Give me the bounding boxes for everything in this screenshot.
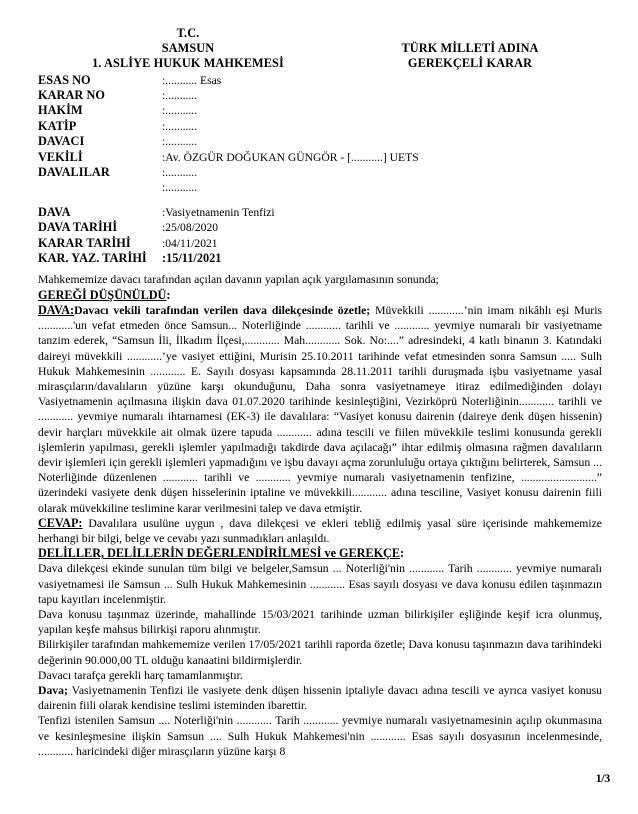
paragraph-site-inspection: Dava konusu taşınmaz üzerinde, mahallinde 15/03/2021 tarihinde uzman bilirkişiler eşliğinde keşif icra olunmuş, yapılan keşfe mahsus bilirkişi raporu alınmıştır. xyxy=(38,607,602,637)
field-label: KARAR TARİHİ xyxy=(38,235,131,250)
reasoned-decision-title: GEREKÇELİ KARAR xyxy=(407,56,533,71)
paragraph-intro: Mahkememize davacı tarafından açılan davanın yapılan açık yargılamasının sonunda; xyxy=(38,273,439,287)
court-country-code: T.C. xyxy=(176,26,200,40)
court-city: SAMSUN xyxy=(161,41,215,56)
field-row-karar-tarihi xyxy=(38,236,602,251)
field-value: :........... Esas xyxy=(162,73,222,87)
field-row-karar-no xyxy=(38,88,602,103)
heading-gerekcesi xyxy=(38,288,602,303)
paragraph-expert-report: Bilirkişiler tarafından mahkememize verilen 17/05/2021 tarihli raporda özetle; Dava konusu taşınmazın dava tarihindeki değerinin 90.000,00 TL olduğu kanaatini bildirmişlerdir. xyxy=(38,638,602,667)
field-row-esas-no xyxy=(38,73,602,88)
court-name: 1. ASLİYE HUKUK MAHKEMESİ xyxy=(92,56,284,71)
heading-deliller xyxy=(38,546,602,561)
page-number: 1/3 xyxy=(595,771,610,785)
field-label xyxy=(38,180,162,195)
decision-body xyxy=(38,272,602,759)
field-row-kar-yaz-tarihi xyxy=(38,251,602,266)
paragraph-evidence-reviewed: Dava dilekçesi ekinde sunulan tüm bilgi ve belgeler,Samsun ... Noterliği'nin ............ Tarih ............ yevmiye numaralı vasiyetnamesi ile Samsun ... Sulh Hukuk Mahkemesinin ............ Esas sayılı dosyası ve dava konusu edilen taşınmazın tapu kayıtları incelenmiştir. xyxy=(38,562,602,606)
field-label: DAVA xyxy=(38,204,71,219)
paragraph-closing: Tenfizi istenilen Samsun .... Noterliği'nin ............ Tarih ............ yevmiye numaralı vasiyetnamesinin açılıp okunmasına ve kesinleşmesine ilişkin Samsun .... Sulh Hukuk Mahkemesi'nin ............ Esas sayılı dosyasının incelenmesinde, ............ haricindeki diğer mirasçıların yüzüne karşı 8 xyxy=(38,714,602,758)
field-row-davaci xyxy=(38,134,602,149)
dava-lead-text: Davacı vekili tarafından verilen dava dilekçesinde özetle; xyxy=(74,303,371,317)
paragraph-cevap xyxy=(38,516,602,546)
field-value: :........... xyxy=(162,104,198,118)
field-label: HAKİM xyxy=(38,103,83,118)
dava-summary-text: Vasiyetnamenin Tenfizi ile vasiyete denk düşen hissenin iptaliyle davacı adına tescili ve ayrıca vasiyet konusu dairenin fiili olarak kendisine teslimi isteminden ibarettir. xyxy=(38,683,602,713)
case-fields-dates xyxy=(38,205,602,267)
field-block-spacer xyxy=(38,196,602,204)
heading-gerek-text: GEREĞİ DÜŞÜNÜLDÜ xyxy=(38,287,167,302)
field-label: VEKİLİ xyxy=(38,149,83,164)
field-value: :Av. ÖZGÜR DOĞUKAN GÜNGÖR - [...........] UETS xyxy=(162,150,419,164)
heading-gerek-colon: : xyxy=(166,287,171,302)
dava-label: DAVA: xyxy=(38,302,75,317)
field-row-dava-tarihi xyxy=(38,220,602,235)
field-row-hakim xyxy=(38,103,602,118)
field-value: :........... xyxy=(162,89,198,103)
field-value: :Vasiyetnamenin Tenfizi xyxy=(162,205,275,219)
field-value: :15/11/2021 xyxy=(162,251,222,266)
field-value: :........... xyxy=(162,181,198,195)
field-value: :25/08/2020 xyxy=(162,221,219,235)
document-header xyxy=(38,26,602,72)
field-row-davalilar-cont xyxy=(38,180,602,195)
field-value: :........... xyxy=(162,135,198,149)
field-row-davalilar xyxy=(38,165,602,180)
field-label: DAVACI xyxy=(38,134,85,149)
paragraph-dava-summary xyxy=(38,683,602,713)
paragraph-dava-claim xyxy=(38,303,602,516)
field-label: DAVA TARİHİ xyxy=(38,220,118,235)
field-value: :04/11/2021 xyxy=(162,236,218,250)
field-value: :........... xyxy=(162,166,198,180)
cevap-text: Davalılara usulüne uygun , dava dilekçesi ve ekleri tebliğ edilmiş yasal süre içerisinde mahkememize herhangi bir bilgi, belge ve cevabı yazı sunmadıkları anlaşıldı. xyxy=(38,516,602,545)
field-label: KARAR NO xyxy=(38,88,106,103)
field-label: ESAS NO xyxy=(38,72,91,87)
field-value: :........... xyxy=(162,119,198,133)
case-fields-primary xyxy=(38,73,602,196)
field-label: KAR. YAZ. TARİHİ xyxy=(38,251,147,266)
field-row-dava xyxy=(38,205,602,220)
field-row-vekili xyxy=(38,150,602,165)
paragraph-fee-completed: Davacı tarafça gerekli harç tamamlanmıştır. xyxy=(38,668,243,682)
deliller-heading-colon: : xyxy=(399,546,405,561)
in-name-of-turkish-nation: TÜRK MİLLETİ ADINA xyxy=(401,41,539,55)
cevap-label: CEVAP: xyxy=(38,515,83,530)
field-row-katip xyxy=(38,119,602,134)
dava-summary-label: Dava; xyxy=(38,683,68,697)
court-header-left xyxy=(38,26,338,72)
court-header-right xyxy=(338,26,602,71)
field-label: KATİP xyxy=(38,118,77,133)
field-label: DAVALILAR xyxy=(38,165,110,180)
dava-body-text: Müvekkili ............’nin imam nikâhlı eşi Muris ............'un vefat etmeden önce Samsun... Noterliğinde ............ tarihli ve ............ yevmiye numaralı bir vasiyetname tanzim ederek, “Samsun İli, İlkadım İlçesi,............ Mah............ Sok. No:....” adresindeki, 4 katlı binanın 3. Katındaki daireyi müvekkili ............’ye vasiyet ettiğini, Murisin 25.10.2011 tarihinde vefat etmesinden sonra Samsun ..... Sulh Hukuk Mahkemesinin ............ E. Sayılı dosyası kapsamında 28.11.2011 tarihli duruşmada işbu vasiyetname yasal mirasçıların/davalıların yüzüne karşı okunduğunu, Daha sonra vasiyetnameye itiraz edilmediğinden dolayı Vasiyetnamenin açılmasına ilişkin dava 01.07.2020 tarihinde kesinleştiğini, Vezirköprü Noterliğinin............ tarihli ve ............ yevmiye numaralı ihtarnamesi (EK-3) ile davalılara: “Vasiyet konusu dairenin (daireye denk düşen hissenin) devir harçları müvekkile ait olmak üzere tapuda ............ adına tescili ve fiilen müvekkile teslimi konusunda gerekli işlemlerin yapılması, gerekli işlemler yapılmadığı takdirde dava açılacağı” ihtar edilmiş olmasına rağmen davalıların devir işlemleri için gerekli işlemleri yapmadığını ve işbu davayı açma zorunluluğu ortaya çıktığını belirterek, Samsun ... Noterliğinde düzenlenen ............ tarihli ve ............ yevmiye numaralı vasiyetnamenin tenfizine, ..........................” üzerindeki vasiyete denk düşen hisselerinin iptaline ve müvekkili............ adına tesciline, Vasiyet konusu dairenin fiili olarak müvekkiline teslimine karar verilmesini talep ve dava etmiştir. xyxy=(38,303,602,515)
deliller-heading-text: DELİLLER, DELİLLERİN DEĞERLENDİRİLMESİ ve GEREKÇE xyxy=(38,546,400,561)
